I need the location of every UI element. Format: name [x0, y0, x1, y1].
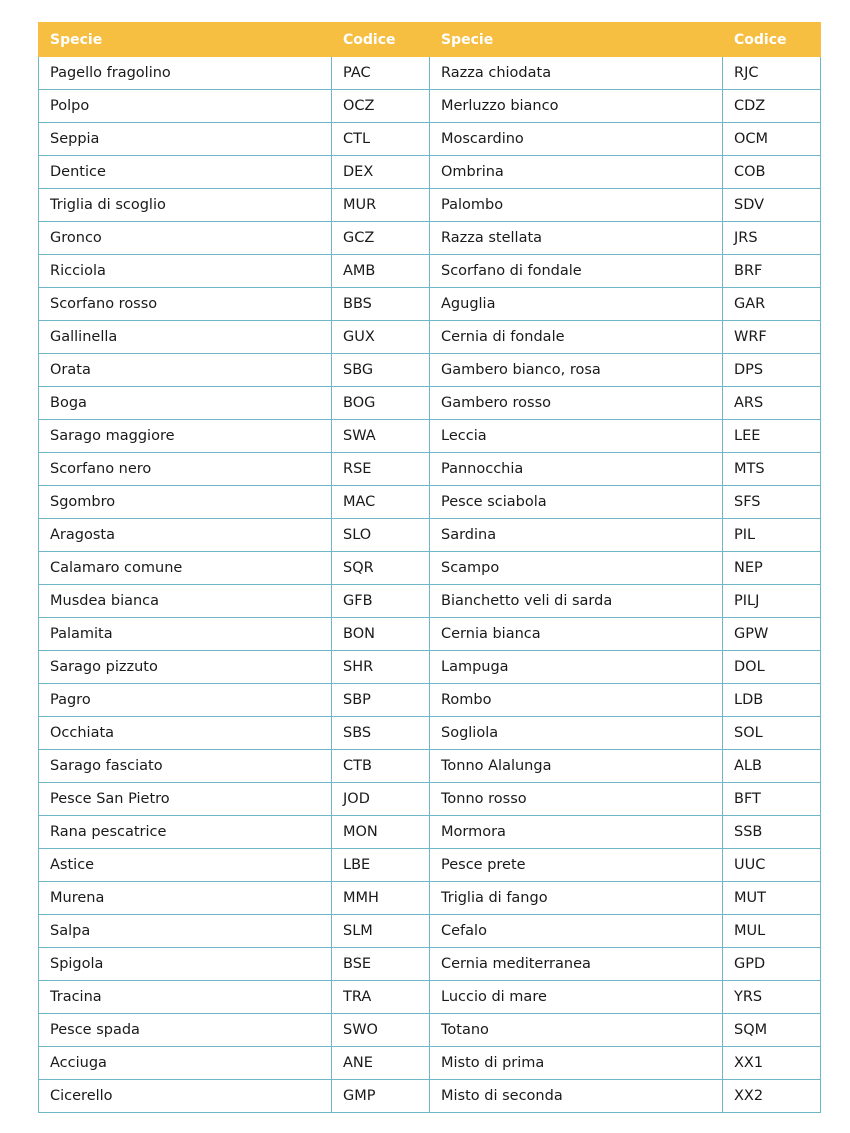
table-row [39, 717, 821, 750]
code-cell-right: SQM [723, 1014, 821, 1047]
code-cell-right: GPW [723, 618, 821, 651]
code-cell-right: DOL [723, 651, 821, 684]
species-cell-left: Pagro [39, 684, 332, 717]
table-row [39, 651, 821, 684]
code-cell-left: TRA [332, 981, 430, 1014]
species-cell-left: Salpa [39, 915, 332, 948]
code-cell-left: SLO [332, 519, 430, 552]
code-cell-left: CTL [332, 123, 430, 156]
table-row [39, 156, 821, 189]
table-row [39, 321, 821, 354]
code-cell-left: JOD [332, 783, 430, 816]
species-cell-left: Rana pescatrice [39, 816, 332, 849]
species-cell-right: Pannocchia [430, 453, 723, 486]
table-row [39, 420, 821, 453]
species-cell-left: Sgombro [39, 486, 332, 519]
table-row [39, 90, 821, 123]
table-row [39, 288, 821, 321]
table-row [39, 189, 821, 222]
table-row [39, 123, 821, 156]
table-row [39, 882, 821, 915]
table-row [39, 981, 821, 1014]
code-cell-right: JRS [723, 222, 821, 255]
code-cell-right: COB [723, 156, 821, 189]
code-cell-left: SBP [332, 684, 430, 717]
species-cell-right: Sogliola [430, 717, 723, 750]
code-cell-right: PIL [723, 519, 821, 552]
code-cell-left: BSE [332, 948, 430, 981]
code-cell-right: NEP [723, 552, 821, 585]
code-cell-left: MMH [332, 882, 430, 915]
species-cell-right: Cernia di fondale [430, 321, 723, 354]
code-cell-left: GCZ [332, 222, 430, 255]
code-cell-right: ARS [723, 387, 821, 420]
species-cell-left: Occhiata [39, 717, 332, 750]
code-cell-right: MUL [723, 915, 821, 948]
code-cell-left: CTB [332, 750, 430, 783]
species-cell-left: Sarago fasciato [39, 750, 332, 783]
species-cell-left: Sarago pizzuto [39, 651, 332, 684]
species-cell-right: Razza chiodata [430, 57, 723, 90]
code-cell-right: SSB [723, 816, 821, 849]
species-cell-left: Pesce San Pietro [39, 783, 332, 816]
species-cell-right: Luccio di mare [430, 981, 723, 1014]
code-cell-left: DEX [332, 156, 430, 189]
code-cell-right: RJC [723, 57, 821, 90]
species-cell-left: Pesce spada [39, 1014, 332, 1047]
species-cell-right: Sardina [430, 519, 723, 552]
species-cell-right: Moscardino [430, 123, 723, 156]
code-cell-right: WRF [723, 321, 821, 354]
code-cell-right: ALB [723, 750, 821, 783]
table-row [39, 1014, 821, 1047]
code-cell-left: BON [332, 618, 430, 651]
species-cell-right: Leccia [430, 420, 723, 453]
species-cell-left: Tracina [39, 981, 332, 1014]
table-row [39, 222, 821, 255]
species-cell-left: Triglia di scoglio [39, 189, 332, 222]
species-cell-right: Misto di seconda [430, 1080, 723, 1113]
code-cell-right: LDB [723, 684, 821, 717]
code-cell-left: BOG [332, 387, 430, 420]
code-cell-left: SHR [332, 651, 430, 684]
code-cell-left: LBE [332, 849, 430, 882]
table-row [39, 1080, 821, 1113]
code-cell-left: RSE [332, 453, 430, 486]
table-row [39, 255, 821, 288]
species-cell-left: Calamaro comune [39, 552, 332, 585]
species-cell-left: Aragosta [39, 519, 332, 552]
code-cell-left: MAC [332, 486, 430, 519]
species-cell-left: Astice [39, 849, 332, 882]
code-cell-right: LEE [723, 420, 821, 453]
code-cell-left: ANE [332, 1047, 430, 1080]
species-cell-left: Gronco [39, 222, 332, 255]
species-cell-left: Palamita [39, 618, 332, 651]
species-cell-right: Tonno rosso [430, 783, 723, 816]
table-row [39, 387, 821, 420]
species-cell-left: Acciuga [39, 1047, 332, 1080]
table-row [39, 849, 821, 882]
code-cell-right: BRF [723, 255, 821, 288]
species-cell-right: Lampuga [430, 651, 723, 684]
code-cell-right: PILJ [723, 585, 821, 618]
species-cell-right: Tonno Alalunga [430, 750, 723, 783]
species-cell-right: Totano [430, 1014, 723, 1047]
species-cell-left: Sarago maggiore [39, 420, 332, 453]
species-cell-left: Musdea bianca [39, 585, 332, 618]
code-cell-right: BFT [723, 783, 821, 816]
code-cell-right: SOL [723, 717, 821, 750]
code-cell-left: SLM [332, 915, 430, 948]
table-row [39, 519, 821, 552]
table-row [39, 1047, 821, 1080]
code-cell-left: SQR [332, 552, 430, 585]
species-cell-right: Aguglia [430, 288, 723, 321]
table-row [39, 453, 821, 486]
species-cell-left: Scorfano rosso [39, 288, 332, 321]
table-row [39, 585, 821, 618]
code-cell-right: OCM [723, 123, 821, 156]
table-row [39, 816, 821, 849]
table-row [39, 750, 821, 783]
species-code-table [38, 22, 821, 1113]
species-cell-right: Razza stellata [430, 222, 723, 255]
header-species-right: Specie [430, 23, 723, 57]
code-cell-left: SBS [332, 717, 430, 750]
table-row [39, 552, 821, 585]
code-cell-right: GPD [723, 948, 821, 981]
species-cell-left: Ricciola [39, 255, 332, 288]
species-cell-right: Scorfano di fondale [430, 255, 723, 288]
code-cell-right: MUT [723, 882, 821, 915]
header-row [39, 23, 821, 57]
code-cell-left: OCZ [332, 90, 430, 123]
species-cell-left: Orata [39, 354, 332, 387]
header-code-left: Codice [332, 23, 430, 57]
species-cell-right: Merluzzo bianco [430, 90, 723, 123]
species-cell-right: Gambero rosso [430, 387, 723, 420]
code-cell-right: SFS [723, 486, 821, 519]
table-row [39, 57, 821, 90]
species-cell-left: Scorfano nero [39, 453, 332, 486]
table-body [39, 57, 821, 1113]
code-cell-left: AMB [332, 255, 430, 288]
table-row [39, 915, 821, 948]
species-cell-right: Cernia bianca [430, 618, 723, 651]
code-cell-right: UUC [723, 849, 821, 882]
species-cell-right: Scampo [430, 552, 723, 585]
code-cell-left: SWO [332, 1014, 430, 1047]
species-cell-right: Rombo [430, 684, 723, 717]
table-header [39, 23, 821, 57]
code-cell-right: YRS [723, 981, 821, 1014]
species-cell-left: Dentice [39, 156, 332, 189]
code-cell-right: DPS [723, 354, 821, 387]
code-cell-left: MUR [332, 189, 430, 222]
code-cell-right: XX1 [723, 1047, 821, 1080]
code-cell-left: SWA [332, 420, 430, 453]
species-cell-right: Pesce sciabola [430, 486, 723, 519]
species-cell-right: Triglia di fango [430, 882, 723, 915]
species-cell-right: Mormora [430, 816, 723, 849]
table-row [39, 354, 821, 387]
species-cell-right: Palombo [430, 189, 723, 222]
table-row [39, 684, 821, 717]
header-code-right: Codice [723, 23, 821, 57]
code-cell-left: GMP [332, 1080, 430, 1113]
species-cell-left: Murena [39, 882, 332, 915]
species-cell-left: Polpo [39, 90, 332, 123]
species-cell-right: Gambero bianco, rosa [430, 354, 723, 387]
code-cell-left: GFB [332, 585, 430, 618]
code-cell-left: MON [332, 816, 430, 849]
code-cell-left: BBS [332, 288, 430, 321]
table-row [39, 486, 821, 519]
table-row [39, 948, 821, 981]
code-cell-left: SBG [332, 354, 430, 387]
species-cell-left: Spigola [39, 948, 332, 981]
species-cell-right: Pesce prete [430, 849, 723, 882]
header-species-left: Specie [39, 23, 332, 57]
species-cell-right: Ombrina [430, 156, 723, 189]
species-cell-left: Seppia [39, 123, 332, 156]
code-cell-right: MTS [723, 453, 821, 486]
code-cell-right: XX2 [723, 1080, 821, 1113]
species-cell-left: Pagello fragolino [39, 57, 332, 90]
table-row [39, 618, 821, 651]
code-cell-left: GUX [332, 321, 430, 354]
species-cell-right: Misto di prima [430, 1047, 723, 1080]
species-cell-left: Boga [39, 387, 332, 420]
species-cell-right: Cernia mediterranea [430, 948, 723, 981]
species-cell-right: Cefalo [430, 915, 723, 948]
code-cell-right: SDV [723, 189, 821, 222]
table-row [39, 783, 821, 816]
species-cell-left: Gallinella [39, 321, 332, 354]
code-cell-right: CDZ [723, 90, 821, 123]
code-cell-left: PAC [332, 57, 430, 90]
code-cell-right: GAR [723, 288, 821, 321]
species-cell-right: Bianchetto veli di sarda [430, 585, 723, 618]
species-cell-left: Cicerello [39, 1080, 332, 1113]
